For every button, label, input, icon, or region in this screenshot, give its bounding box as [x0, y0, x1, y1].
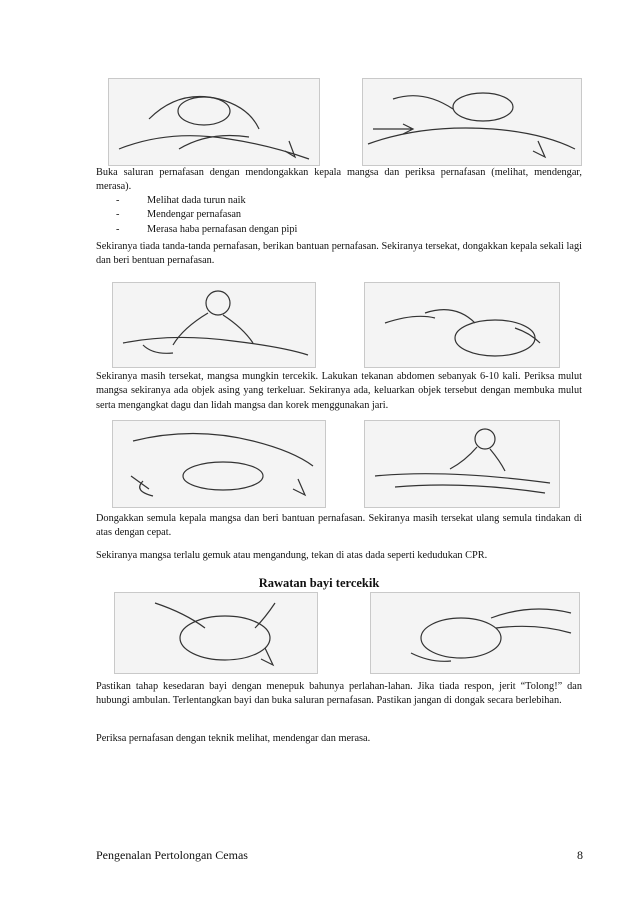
page-number: 8 [577, 848, 583, 862]
illustration-abdominal-thrust [112, 282, 316, 368]
illustration-check-breathing [362, 78, 582, 166]
paragraph-infant-check: Pastikan tahap kesedaran bayi dengan menepuk bahunya perlahan-lahan. Jika tiada respon, jerit “Tolong!” dan hubungi ambulan. Terlentangkan bayi dan buka saluran pernafasan. Pastikan jangan di dongak secara berlebihan. [96, 681, 582, 707]
paragraph-no-breathing: Sekiranya tiada tanda-tanda pernafasan, berikan bantuan pernafasan. Sekiranya tersekat, dongakkan kepala sekali lagi dan beri bentuan pernafasan. [96, 241, 582, 267]
paragraph-infant-breathing: Periksa pernafasan dengan teknik melihat, mendengar dan merasa. [96, 733, 371, 744]
paragraph-still-blocked: Sekiranya masih tersekat, mangsa mungkin tercekik. Lakukan tekanan abdomen sebanyak 6-10 kali. Periksa mulut mangsa sekiranya ada objek asing yang terkeluar. Sekiranya ada, keluarkan objek tersebut dengan membuka mulut serta mengangkat dagu dan lidah mangsa dan korek menggunakan jari. [96, 371, 582, 411]
illustration-chest-thrust [364, 420, 560, 508]
illustration-head-tilt [108, 78, 320, 166]
paragraph-open-airway: Buka saluran pernafasan dengan mendongakkan kepala mangsa dan periksa pernafasan (melihat, mendengar, merasa). [96, 167, 582, 193]
list-item: - Mendengar pernafasan [116, 209, 242, 221]
paragraph-tilt-again: Dongakkan semula kepala mangsa dan beri bantuan pernafasan. Sekiranya masih tersekat ulang semula tindakan di atas dengan cepat. [96, 513, 582, 539]
illustration-finger-sweep [364, 282, 560, 368]
list-item: - Merasa haba pernafasan dengan pipi [116, 223, 298, 235]
section-heading-infant-choking: Rawatan bayi tercekik [258, 576, 380, 590]
paragraph-fat-pregnant: Sekiranya mangsa terlalu gemuk atau mengandung, tekan di atas dada seperti kedudukan CPR. [96, 550, 488, 561]
footer-title: Pengenalan Pertolongan Cemas [96, 848, 248, 862]
list-item: - Melihat dada turun naik [116, 195, 246, 206]
illustration-retilt-head [112, 420, 326, 508]
breathing-check-list [116, 194, 297, 237]
illustration-infant-shoulder-tap [114, 592, 318, 674]
illustration-infant-airway [370, 592, 580, 674]
